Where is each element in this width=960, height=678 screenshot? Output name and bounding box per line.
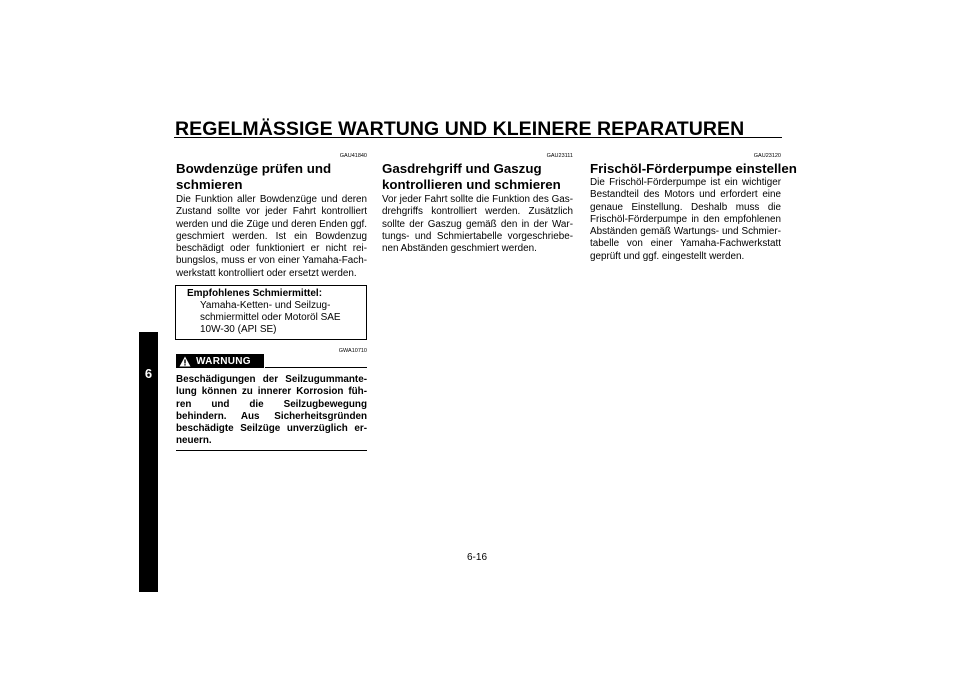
- body-line: Vor jeder Fahrt sollte die Funktion des Gas-: [382, 194, 573, 205]
- section-heading: [382, 161, 582, 193]
- warning-line: beschädigte Seilzüge unverzüglich er-: [176, 423, 367, 435]
- lubricant-title: Empfohlenes Schmiermittel:: [187, 288, 323, 299]
- section-code: GAU41840: [339, 153, 367, 159]
- lubricant-line: 10W-30 (API SE): [200, 324, 277, 335]
- page-header-title: REGELMÄSSIGE WARTUNG UND KLEINERE REPARATUREN: [175, 118, 745, 140]
- body-line: bungslos, muss er von einer Yamaha-Fach-: [176, 255, 367, 267]
- body-line: werden und die Züge und deren Enden ggf.: [176, 218, 367, 230]
- warning-line: lung können zu innerer Korrosion füh-: [176, 386, 367, 398]
- body-line: Abständen gemäß Wartungs- und Schmier-: [590, 226, 781, 238]
- warning-line: ren und die Seilzugbewegung: [176, 398, 367, 410]
- section-body: [382, 194, 573, 255]
- section-body: [176, 194, 367, 280]
- lubricant-line: Yamaha-Ketten- und Seilzug-: [200, 300, 331, 311]
- heading-line: Bowdenzüge prüfen und: [176, 161, 332, 176]
- section-body: [590, 177, 781, 263]
- heading-line: kontrollieren und schmieren: [382, 177, 561, 192]
- header-rule: [174, 137, 782, 138]
- warning-line: Beschädigungen der Seilzugummante-: [176, 374, 367, 385]
- body-line: Zustand sollte vor jeder Fahrt kontrolliert: [176, 206, 367, 218]
- warning-triangle-icon: [176, 354, 194, 368]
- warning-badge: [176, 354, 264, 368]
- page-number: 6-16: [467, 552, 488, 563]
- body-line: tungs- und Schmiertabelle vorgeschriebe-: [382, 230, 573, 242]
- body-line: Die Frischöl-Förderpumpe ist ein wichtiger: [590, 177, 781, 188]
- section-heading: [176, 161, 368, 193]
- body-line: nen Abständen geschmiert werden.: [382, 243, 537, 255]
- lubricant-line: schmiermittel oder Motoröl SAE: [200, 312, 341, 323]
- body-line: geschmiert werden. Ist ein Bowdenzug: [176, 230, 367, 242]
- body-line: werkstatt kontrolliert oder ersetzt werden.: [176, 267, 357, 279]
- body-line: beschädigt oder funktioniert er nicht rei-: [176, 243, 367, 255]
- section-code: GAU23120: [753, 153, 781, 159]
- body-line: drehgriffs kontrolliert werden. Zusätzlich: [382, 206, 573, 218]
- body-line: Frischöl-Förderpumpe in den empfohlenen: [590, 213, 781, 225]
- heading-line: schmieren: [176, 177, 243, 192]
- warning-text: [176, 374, 367, 448]
- body-line: genaue Einstellung. Deshalb muss die: [590, 201, 781, 213]
- warning-rule: [265, 367, 367, 368]
- warning-line: neuern.: [176, 435, 212, 447]
- warning-label: WARNUNG: [196, 355, 251, 367]
- warning-code: GWA10710: [338, 348, 367, 354]
- body-line: sollte der Gaszug gemäß den in der War-: [382, 218, 573, 230]
- warning-rule-bottom: [176, 450, 367, 451]
- heading-line: Gasdrehgriff und Gaszug: [382, 161, 542, 176]
- body-line: Die Funktion aller Bowdenzüge und deren: [176, 194, 367, 205]
- lubricant-text: [200, 300, 341, 336]
- chapter-number: 6: [144, 366, 153, 381]
- body-line: tabelle von einer Yamaha-Fachwerkstatt: [590, 238, 781, 250]
- heading-line: Frischöl-Förderpumpe einstellen: [590, 161, 797, 176]
- body-line: geprüft und ggf. eingestellt werden.: [590, 250, 745, 262]
- body-line: Bestandteil des Motors und erfordert eine: [590, 189, 781, 201]
- warning-line: behindern. Aus Sicherheitsgründen: [176, 410, 367, 422]
- section-heading: [590, 161, 797, 177]
- section-code: GAU23111: [546, 153, 573, 159]
